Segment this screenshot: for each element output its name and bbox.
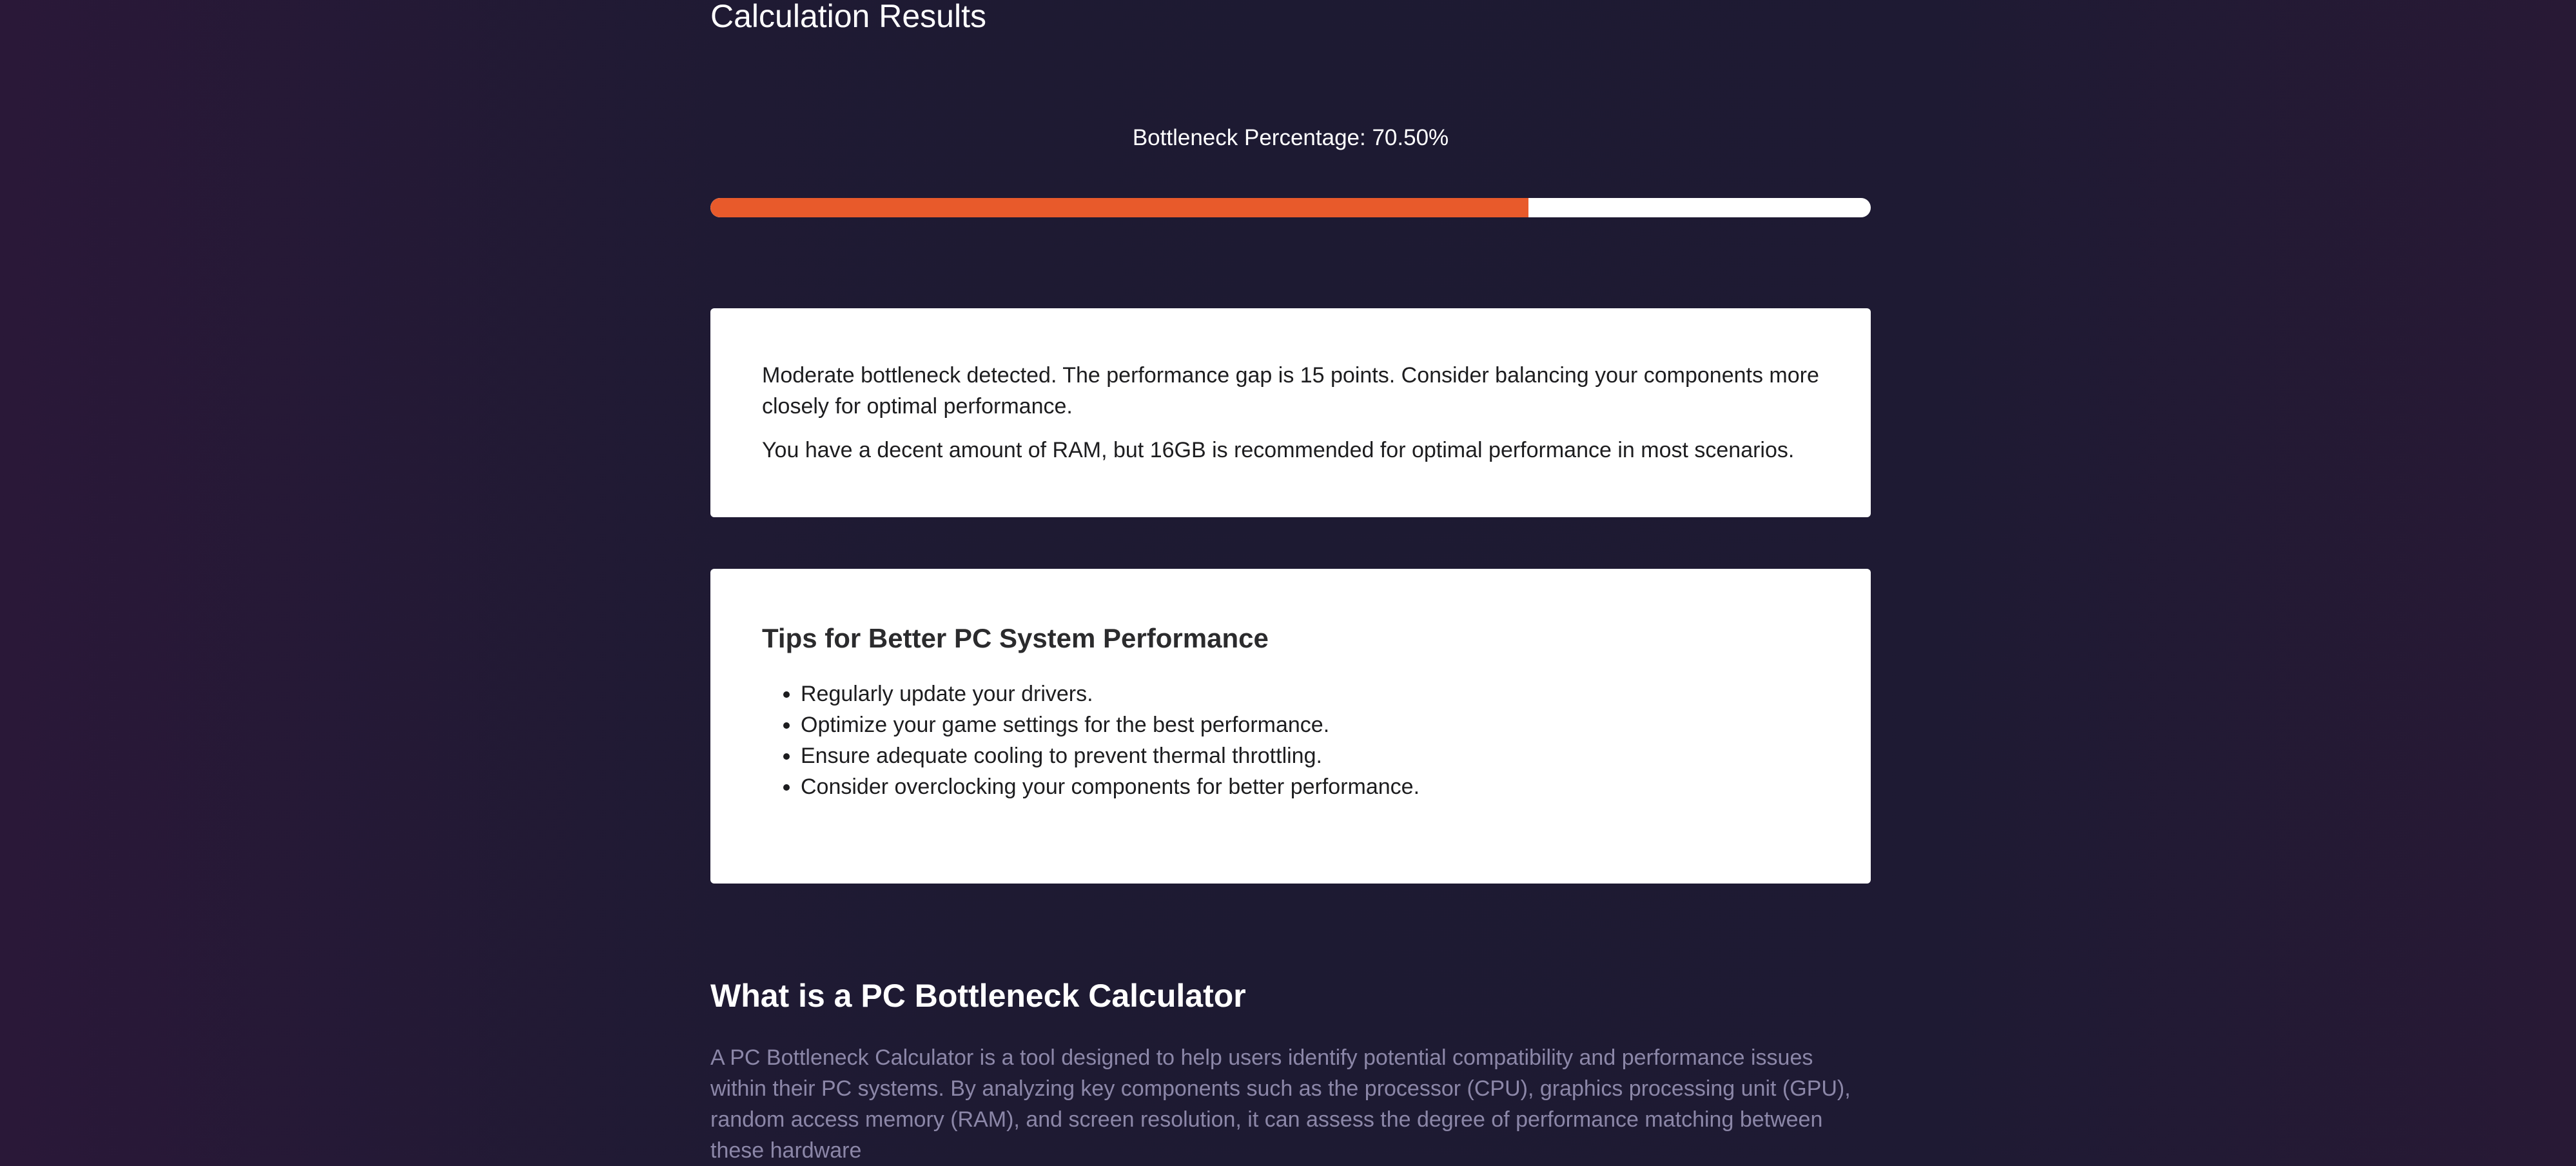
tips-card [710,569,1871,884]
bottleneck-progress-bar [710,198,1871,217]
ram-message: You have a decent amount of RAM, but 16GB is recommended for optimal performance in most scenarios. [762,438,1795,462]
info-paragraph: A PC Bottleneck Calculator is a tool designed to help users identify potential compatibility and performance issues within their PC systems. By analyzing key components such as the processor (CPU), graphics processing unit (GPU), random access memory (RAM), and screen resolution, it can assess the degree of performance matching between these hardware [710,1045,1851,1163]
list-item: • Consider overclocking your components for better performance. [801,771,1819,802]
bottleneck-progress-fill [710,198,1528,217]
results-title: Calculation Results [710,0,986,34]
tips-title: Tips for Better PC System Performance [762,623,1269,653]
list-item: • Ensure adequate cooling to prevent thermal throttling. [801,740,1819,771]
info-heading: What is a PC Bottleneck Calculator [710,978,1246,1014]
list-item: • Regularly update your drivers. [801,678,1819,709]
bottleneck-message: Moderate bottleneck detected. The performance gap is 15 points. Consider balancing your components more closely for optimal performance. [762,363,1819,419]
list-item: • Optimize your game settings for the best performance. [801,709,1819,740]
analysis-card [710,308,1871,517]
tips-list [762,678,1819,802]
bottleneck-percentage-label: Bottleneck Percentage: 70.50% [1132,125,1449,150]
